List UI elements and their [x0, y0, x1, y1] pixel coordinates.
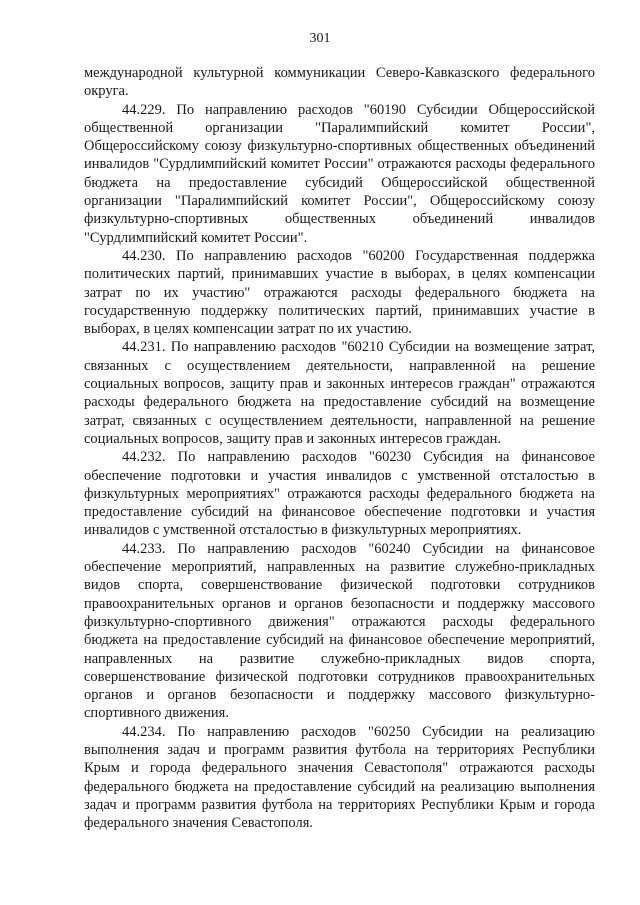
paragraph-44-231: 44.231. По направлению расходов "60210 Субсидии на возмещение затрат, связанных с осуществлением деятельности, направленной на решение социальных вопросов, защиту прав и законных интересов граждан" отражаются расходы федерального бюджета на предоставление субсидий на возмещение затрат, связанных с осуществлением деятельности, направленной на решение социальных вопросов, защиту прав и законных интересов граждан. — [84, 339, 595, 447]
page-number: 301 — [309, 31, 331, 46]
paragraph-continuation: международной культурной коммуникации Северо-Кавказского федерального округа. — [84, 65, 595, 100]
paragraph-44-232: 44.232. По направлению расходов "60230 Субсидия на финансовое обеспечение подготовки и участия инвалидов с умственной отсталостью в физкультурных мероприятиях" отражаются расходы федерального бюджета на предоставление субсидий на финансовое обеспечение подготовки и участия инвалидов с умственной отсталостью в физкультурных мероприятиях. — [84, 449, 595, 539]
document-body — [84, 64, 595, 832]
paragraph-44-230: 44.230. По направлению расходов "60200 Государственная поддержка политических партий, принимавших участие в выборах, в целях компенсации затрат по их участию" отражаются расходы федерального бюджета на государственную поддержку политических партий, принимавших участие в выборах, в целях компенсации затрат по их участию. — [84, 247, 595, 338]
paragraph-44-234: 44.234. По направлению расходов "60250 Субсидии на реализацию выполнения задач и программ развития футбола на территориях Республики Крым и города федерального значения Севастополя" отражаются расходы федерального бюджета на предоставление субсидий на реализацию выполнения задач и программ развития футбола на территориях Республики Крым и города федерального значения Севастополя. — [84, 723, 595, 832]
paragraph-44-229: 44.229. По направлению расходов "60190 Субсидии Общероссийской общественной организации "Паралимпийский комитет России", Общероссийскому союзу физкультурно-спортивных общественных объединений инвалидов "Сурдлимпийский комитет России" отражаются расходы федерального бюджета на предоставление субсидий Общероссийской общественной организации "Паралимпийский комитет России", Общероссийскому союзу физкультурно-спортивных общественных объединений инвалидов "Сурдлимпийский комитет России". — [84, 101, 595, 246]
paragraph-44-233: 44.233. По направлению расходов "60240 Субсидии на финансовое обеспечение мероприятий, направленных на развитие служебно-прикладных видов спорта, совершенствование физической подготовки сотрудников правоохранительных органов и органов безопасности и поддержку массового физкультурно-спортивного движения" отражаются расходы федерального бюджета на предоставление субсидий на финансовое обеспечение мероприятий, направленных на развитие служебно-прикладных видов спорта, совершенствование физической подготовки сотрудников правоохранительных органов и органов безопасности и поддержку массового физкультурно-спортивного движения. — [84, 540, 595, 722]
